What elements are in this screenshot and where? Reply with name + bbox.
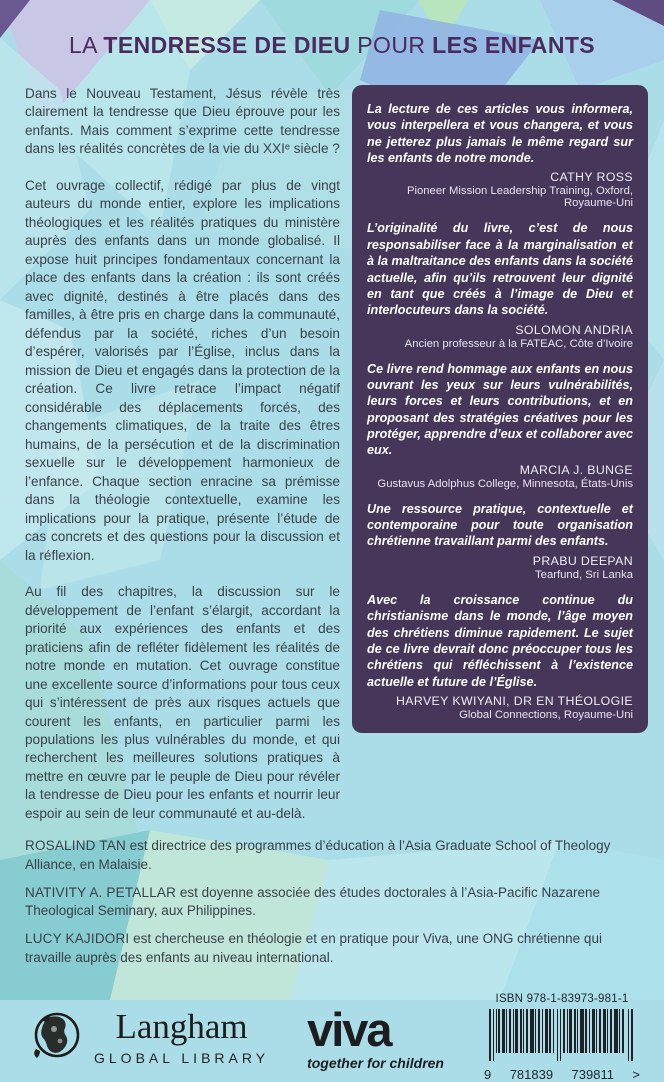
langham-logo: [28, 1006, 270, 1066]
endorser-affiliation: Gustavus Adolphus College, Minnesota, États-Unis: [377, 477, 633, 490]
barcode: [486, 1009, 638, 1061]
editor-bio: [25, 837, 644, 873]
barcode-digit-group: 781839: [509, 1066, 554, 1082]
viva-tagline: together for children: [307, 1055, 444, 1072]
main-columns: [0, 59, 664, 823]
endorsement: [367, 220, 633, 349]
endorsement-attribution: [367, 463, 633, 490]
langham-subtitle: GLOBAL LIBRARY: [94, 1049, 270, 1066]
editor-name: ROSALIND TAN: [25, 838, 126, 854]
endorsements-panel: [352, 85, 648, 733]
barcode-digit-group: 739811: [571, 1066, 614, 1082]
endorsement-quote: Une ressource pratique, contextuelle et contemporaine pour toute organisation chrétienne travaillant parmi des enfants.: [367, 501, 633, 549]
editor-bio: [25, 930, 644, 966]
endorser-name: PRABU DEEPAN: [532, 553, 633, 568]
synopsis-paragraph: Au fil des chapitres, la discussion sur le développement de l’enfant s’élargit, accordant la priorité aux expériences des enfants et des praticiens afin de refléter fidèlement les réalités de notre monde en mutation. Cet ouvrage constitue une excellente source d’informations pour tous ceux qui s’intéressent de près aux risques actuels que courent les enfants, en particulier parmi les populations les plus vulnérables du monde, et qui recherchent les meilleures solutions pratiques à mettre en œuvre par le peuple de Dieu pour révéler la tendresse de Dieu pour les enfants et nourrir leur espoir au sein de leur communauté et au-delà.: [25, 584, 340, 821]
langham-wordmark: [94, 1006, 270, 1066]
title-word-la: LA: [68, 32, 97, 58]
endorsement-quote: L’originalité du livre, c’est de nous responsabiliser face à la marginalisation et à la maltraitance des enfants dans la société actuelle, afin qu’ils retrouvent leur dignité en tant que créés à l’image de Dieu et interlocuteurs dans la société.: [367, 221, 633, 318]
viva-wordmark: viva: [307, 1003, 391, 1057]
endorser-name: HARVEY KWIYANI, DR EN THÉOLOGIE: [396, 693, 633, 708]
isbn-block: [482, 993, 642, 1082]
isbn-number: ISBN 978-1-83973-981-1: [495, 992, 629, 1005]
globe-icon: [28, 1009, 84, 1065]
editor-bio-text: est chercheuse en théologie et en pratique pour Viva, une ONG chrétienne qui travaille auprès des enfants au niveau international.: [25, 931, 602, 965]
editor-bio: [25, 884, 644, 920]
editor-bios: [0, 823, 664, 966]
endorsement-attribution: [367, 554, 633, 581]
synopsis-paragraph: Cet ouvrage collectif, rédigé par plus de vingt auteurs du monde entier, explore les implications théologiques et les réalités pratiques du ministère auprès des enfants dans un monde globalisé. Il expose huit principes fondamentaux concernant la place des enfants dans la création : ils sont créés avec dignité, destinés à être placés dans des familles, à être pris en charge dans la communauté, défendus par la société, riches d’un besoin d’espérer, valorisés par l’Église, inclus dans la mission de Dieu et engagés dans la protection de la création. Ce livre retrace l’impact négatif considérable des déplacements forcés, des changements climatiques, de la traite des êtres humains, de la persécution et de la discrimination sexuelle sur le développement harmonieux de l’enfance. Chaque section enracine sa prémisse dans la théologie contextuelle, examine les implications pour la pratique, présente l’étude de cas concrets et des questions pour la discussion et la réflexion.: [25, 177, 340, 563]
editor-bio-text: est doyenne associée des études doctorales à l’Asia-Pacific Nazarene Theological Seminary, aux Philippines.: [25, 884, 601, 919]
endorsement: [367, 592, 633, 721]
title-word-enfants: LES ENFANTS: [432, 32, 596, 58]
endorsement-attribution: [367, 170, 633, 209]
page-title: [0, 0, 664, 59]
editor-name: LUCY KAJIDORI: [25, 931, 130, 947]
title-word-pour: POUR: [357, 32, 426, 58]
langham-name: Langham: [115, 1006, 248, 1046]
endorser-affiliation: Pioneer Mission Leadership Training, Oxford, Royaume-Uni: [406, 185, 633, 210]
endorser-affiliation: Ancien professeur à la FATEAC, Côte d’Ivoire: [404, 337, 633, 350]
endorser-name: SOLOMON ANDRIA: [515, 322, 633, 337]
barcode-digits: [482, 1067, 642, 1082]
title-word-tendresse: TENDRESSE DE DIEU: [103, 32, 351, 58]
endorsement-attribution: [367, 323, 633, 350]
endorsement-attribution: [367, 694, 633, 721]
endorser-affiliation: Global Connections, Royaume-Uni: [459, 708, 633, 721]
synopsis-column: [25, 85, 340, 823]
barcode-end-mark: >: [632, 1066, 640, 1082]
endorsement: [367, 101, 633, 209]
endorsement-quote: Ce livre rend hommage aux enfants en nous ouvrant les yeux sur leurs vulnérabilités, leurs forces et leurs contributions, et en proposant des stratégies créatives pour les protéger, apprendre d’eux et collaborer avec eux.: [367, 361, 633, 458]
endorsement-quote: La lecture de ces articles vous informera, vous interpellera et vous changera, et vous ne jetterez plus jamais le même regard sur les enfants de notre monde.: [367, 102, 633, 166]
endorsement: [367, 501, 633, 581]
viva-logo: [307, 1003, 444, 1072]
synopsis-paragraph: Dans le Nouveau Testament, Jésus révèle très clairement la tendresse que Dieu éprouve pour les enfants. Mais comment s’exprime cette tendresse dans les réalités concrètes de la vie du XXIᵉ siècle ?: [25, 86, 340, 157]
endorser-name: CATHY ROSS: [550, 170, 633, 185]
editor-name: NATIVITY A. PETALLAR: [25, 884, 177, 900]
footer: [0, 977, 664, 1082]
barcode-digit-group: 9: [484, 1066, 492, 1082]
endorser-name: MARCIA J. BUNGE: [519, 462, 633, 477]
editor-bio-text: est directrice des programmes d’éducation à l’Asia Graduate School of Theology Alliance, en Malaisie.: [25, 838, 611, 872]
endorsement: [367, 361, 633, 490]
endorsement-quote: Avec la croissance continue du christianisme dans le monde, l’âge moyen des chrétiens diminue rapidement. Le sujet de ce livre devrait donc préoccuper tous les chrétiens qui réfléchissent à l’existence actuelle et future de l’Église.: [367, 592, 633, 689]
endorser-affiliation: Tearfund, Sri Lanka: [535, 568, 633, 581]
